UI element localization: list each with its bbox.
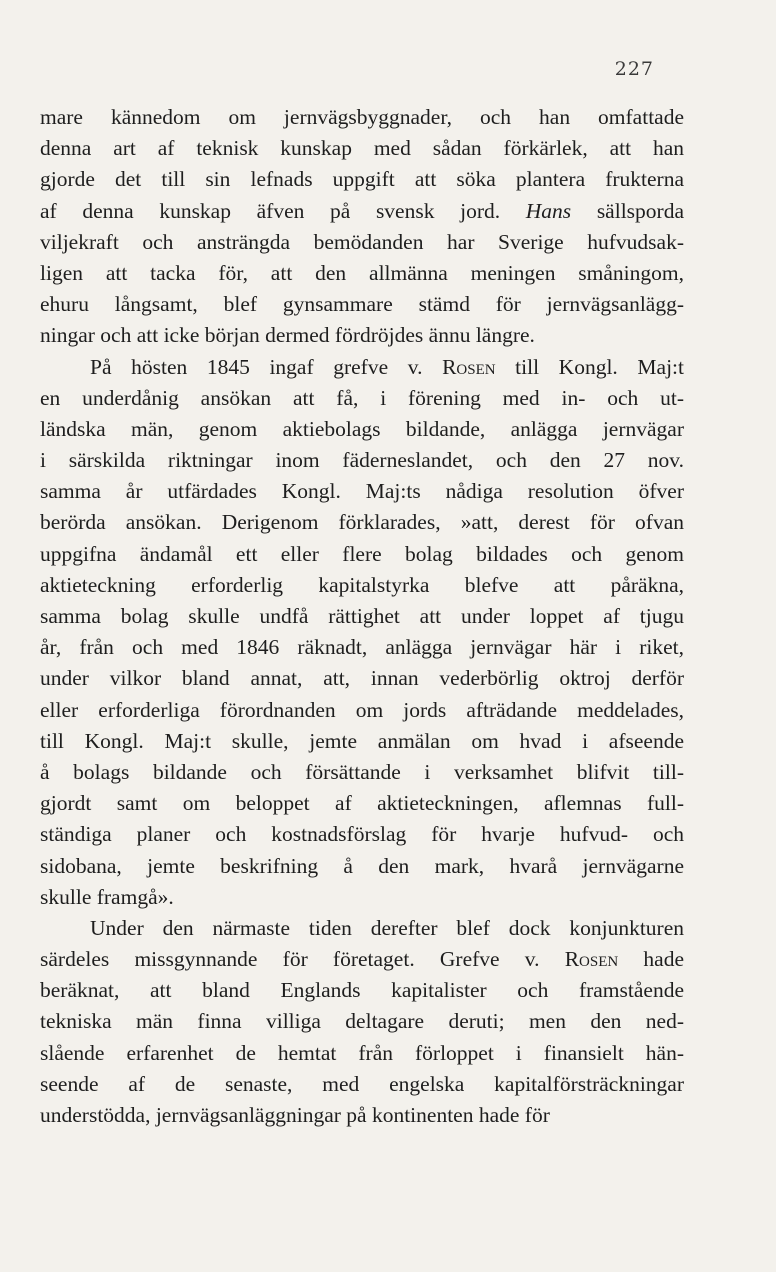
text-line (40, 289, 684, 320)
text-line (40, 632, 684, 663)
text-segment: hade (618, 947, 685, 972)
text-segment: eller erforderliga förordnanden om jords afträdande meddelades, (40, 697, 684, 722)
text-segment: samma år utfärdades Kongl. Maj:ts nådiga resolution öfver (40, 479, 684, 504)
text-line (40, 1006, 684, 1037)
text-line (40, 352, 684, 383)
text-line (40, 882, 684, 913)
text-segment: till Kongl. Maj:t skulle, jemte anmälan om hvad i afseende (40, 728, 684, 753)
paragraph (40, 352, 684, 913)
name-small-caps: Rosen (564, 947, 619, 972)
text-segment: å bolags bildande och försättande i verksamhet blifvit till- (40, 759, 684, 784)
text-line (40, 570, 684, 601)
text-line (40, 102, 684, 133)
text-segment: seende af de senaste, med engelska kapitalförsträckningar (40, 1071, 684, 1096)
text-segment: en underdånig ansökan att få, i förening med in- och ut- (40, 385, 684, 410)
text-segment: af denna kunskap äfven på svensk jord. (40, 198, 526, 223)
text-line (40, 476, 684, 507)
text-line (40, 695, 684, 726)
text-segment: ständiga planer och kostnadsförslag för hvarje hufvud- och (40, 822, 684, 847)
text-line (40, 414, 684, 445)
text-line (40, 944, 684, 975)
text-line (40, 757, 684, 788)
text-segment: mare kännedom om jernvägsbyggnader, och han omfattade (40, 105, 684, 129)
text-line (40, 164, 684, 195)
text-segment: ningar och att icke början dermed fördröjdes ännu längre. (40, 323, 535, 348)
text-line (40, 445, 684, 476)
text-segment: På hösten 1845 ingaf grefve v. (90, 354, 443, 379)
text-line (40, 196, 684, 227)
text-line (40, 507, 684, 538)
emphasis-italic: Hans (525, 198, 572, 223)
text-line (40, 1100, 684, 1131)
text-segment: understödda, jernvägsanläggningar på kontinenten hade för (40, 1103, 550, 1127)
text-segment: beräknat, att bland Englands kapitalister och framstående (40, 978, 684, 1003)
name-small-caps: Rosen (442, 354, 496, 379)
text-line (40, 539, 684, 570)
text-segment: denna art af teknisk kunskap med sådan förkärlek, att han (40, 136, 684, 161)
text-segment: år, från och med 1846 räknadt, anlägga jernvägar här i riket, (40, 635, 684, 660)
text-segment: under vilkor bland annat, att, innan vederbörlig oktroj derför (40, 666, 684, 691)
text-line (40, 1069, 684, 1100)
text-segment: viljekraft och ansträngda bemödanden har Sverige hufvudsak- (40, 229, 684, 254)
text-segment: i särskilda riktningar inom fäderneslandet, och den 27 nov. (40, 448, 684, 473)
text-line (40, 320, 684, 351)
text-line (40, 851, 684, 882)
text-segment: till Kongl. Maj:t (495, 354, 684, 379)
text-line (40, 258, 684, 289)
text-segment: sidobana, jemte beskrifning å den mark, hvarå jernvägarne (40, 853, 684, 878)
text-segment: uppgifna ändamål ett eller flere bolag bildades och genom (40, 541, 684, 566)
body-text (40, 102, 684, 1131)
text-line (40, 601, 684, 632)
text-line (40, 975, 684, 1006)
text-segment: skulle framgå». (40, 884, 174, 909)
text-line (40, 788, 684, 819)
text-segment: särdeles missgynnande för företaget. Grefve v. (40, 947, 565, 972)
text-segment: gjorde det till sin lefnads uppgift att söka plantera frukterna (40, 167, 684, 192)
text-segment: samma bolag skulle undfå rättighet att under loppet af tjugu (40, 604, 684, 628)
text-line (40, 819, 684, 850)
text-segment: sällsporda (571, 198, 684, 223)
text-segment: ländska män, genom aktiebolags bildande, anlägga jernvägar (40, 416, 684, 441)
text-segment: berörda ansökan. Derigenom förklarades, »att, derest för ofvan (40, 510, 684, 535)
text-segment: ehuru långsamt, blef gynsammare stämd för jernvägsanlägg- (40, 292, 684, 317)
text-line (40, 1038, 684, 1069)
paragraph (40, 102, 684, 352)
text-line (40, 726, 684, 757)
text-segment: gjordt samt om beloppet af aktieteckningen, aflemnas full- (40, 791, 684, 816)
text-line (40, 227, 684, 258)
text-line (40, 663, 684, 694)
paragraph (40, 913, 684, 1131)
text-segment: tekniska män finna villiga deltagare deruti; men den ned- (40, 1009, 684, 1034)
text-segment: Under den närmaste tiden derefter blef dock konjunkturen (90, 915, 684, 940)
page-number: 227 (614, 58, 654, 80)
text-line (40, 913, 684, 944)
text-line (40, 133, 684, 164)
text-segment: slående erfarenhet de hemtat från förloppet i finansielt hän- (40, 1040, 684, 1065)
text-segment: ligen att tacka för, att den allmänna meningen småningom, (40, 260, 684, 285)
text-line (40, 383, 684, 414)
text-segment: aktieteckning erforderlig kapitalstyrka blefve att påräkna, (40, 572, 684, 597)
